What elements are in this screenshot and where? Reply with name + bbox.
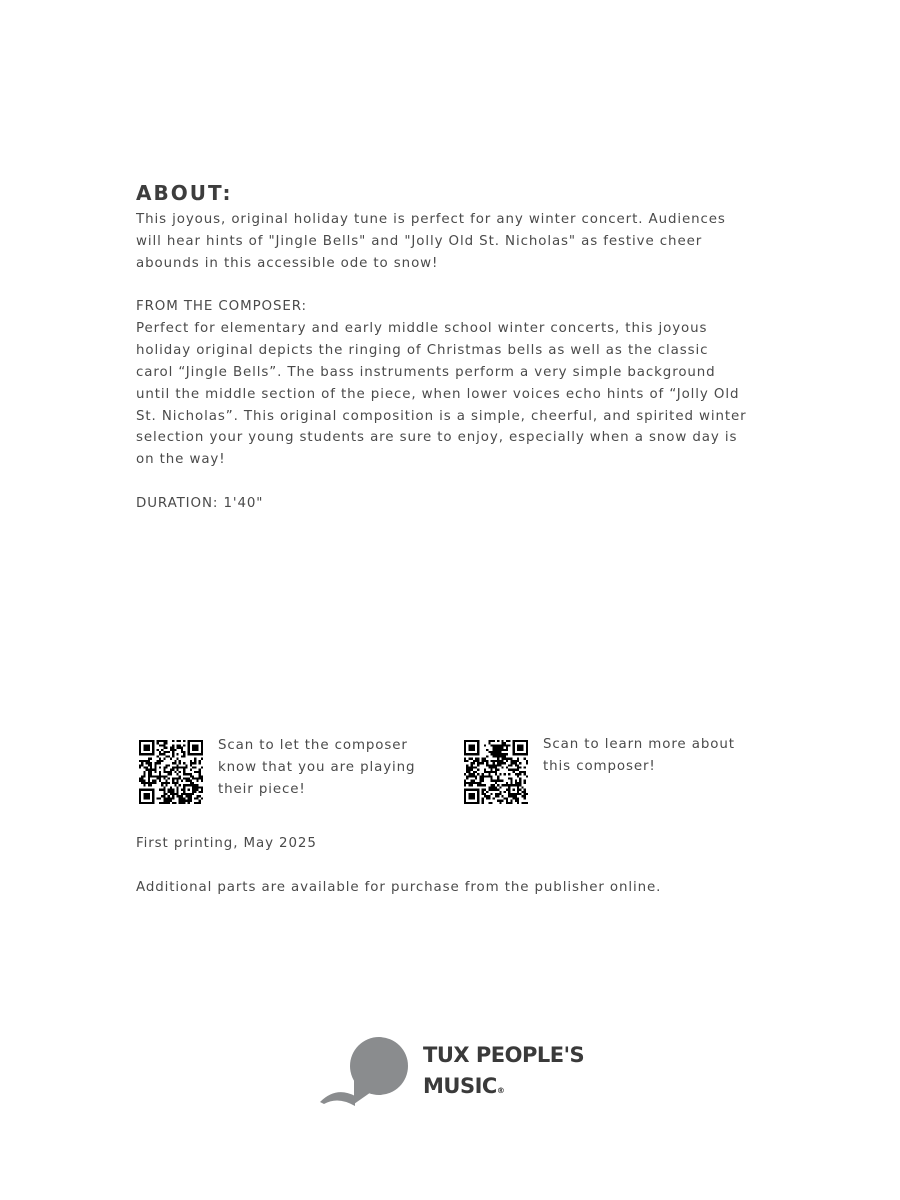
about-line: will hear hints of "Jingle Bells" and "Jolly Old St. Nicholas" as festive cheer xyxy=(136,233,703,249)
composer-notes xyxy=(136,296,776,471)
composer-line: selection your young students are sure to enjoy, especially when a snow day is xyxy=(136,430,738,446)
speech-bubble-logo-icon xyxy=(318,1030,412,1110)
about-line: abounds in this accessible ode to snow! xyxy=(136,255,439,271)
scan-line: know that you are playing xyxy=(218,759,416,775)
composer-line: on the way! xyxy=(136,452,226,468)
scan-line: Scan to learn more about xyxy=(543,737,735,752)
composer-line: holiday original depicts the ringing of Christmas bells as well as the classic xyxy=(136,342,709,358)
scan-line: this composer! xyxy=(543,758,656,774)
duration: DURATION: 1'40" xyxy=(136,496,264,511)
scan-line: their piece! xyxy=(218,781,306,797)
composer-line: carol “Jingle Bells”. The bass instruments perform a very simple background xyxy=(136,364,716,380)
composer-line: Perfect for elementary and early middle school winter concerts, this joyous xyxy=(136,320,708,336)
publisher-name-line2-wrap xyxy=(423,1071,584,1106)
about-line: This joyous, original holiday tune is perfect for any winter concert. Audiences xyxy=(136,212,726,227)
publisher-logo-text xyxy=(423,1040,584,1106)
qr-code-icon[interactable] xyxy=(464,740,528,804)
printing-note: First printing, May 2025 xyxy=(136,836,317,851)
about-heading: ABOUT: xyxy=(136,181,233,205)
composer-line: St. Nicholas”. This original composition is a simple, cheerful, and spirited winter xyxy=(136,408,747,424)
scan-composer-caption xyxy=(218,735,415,801)
scan-learn-caption xyxy=(543,734,735,778)
publisher-name-line1: TUX PEOPLE'S xyxy=(423,1043,585,1067)
qr-code-icon[interactable] xyxy=(139,740,203,804)
composer-heading: FROM THE COMPOSER: xyxy=(136,299,307,314)
about-description xyxy=(136,209,776,275)
additional-parts-note: Additional parts are available for purchase from the publisher online. xyxy=(136,880,662,895)
composer-line: until the middle section of the piece, when lower voices echo hints of “Jolly Old xyxy=(136,386,740,402)
publisher-name-line2: MUSIC xyxy=(423,1074,497,1098)
registered-mark: ® xyxy=(496,1086,505,1095)
scan-line: Scan to let the composer xyxy=(218,738,408,753)
